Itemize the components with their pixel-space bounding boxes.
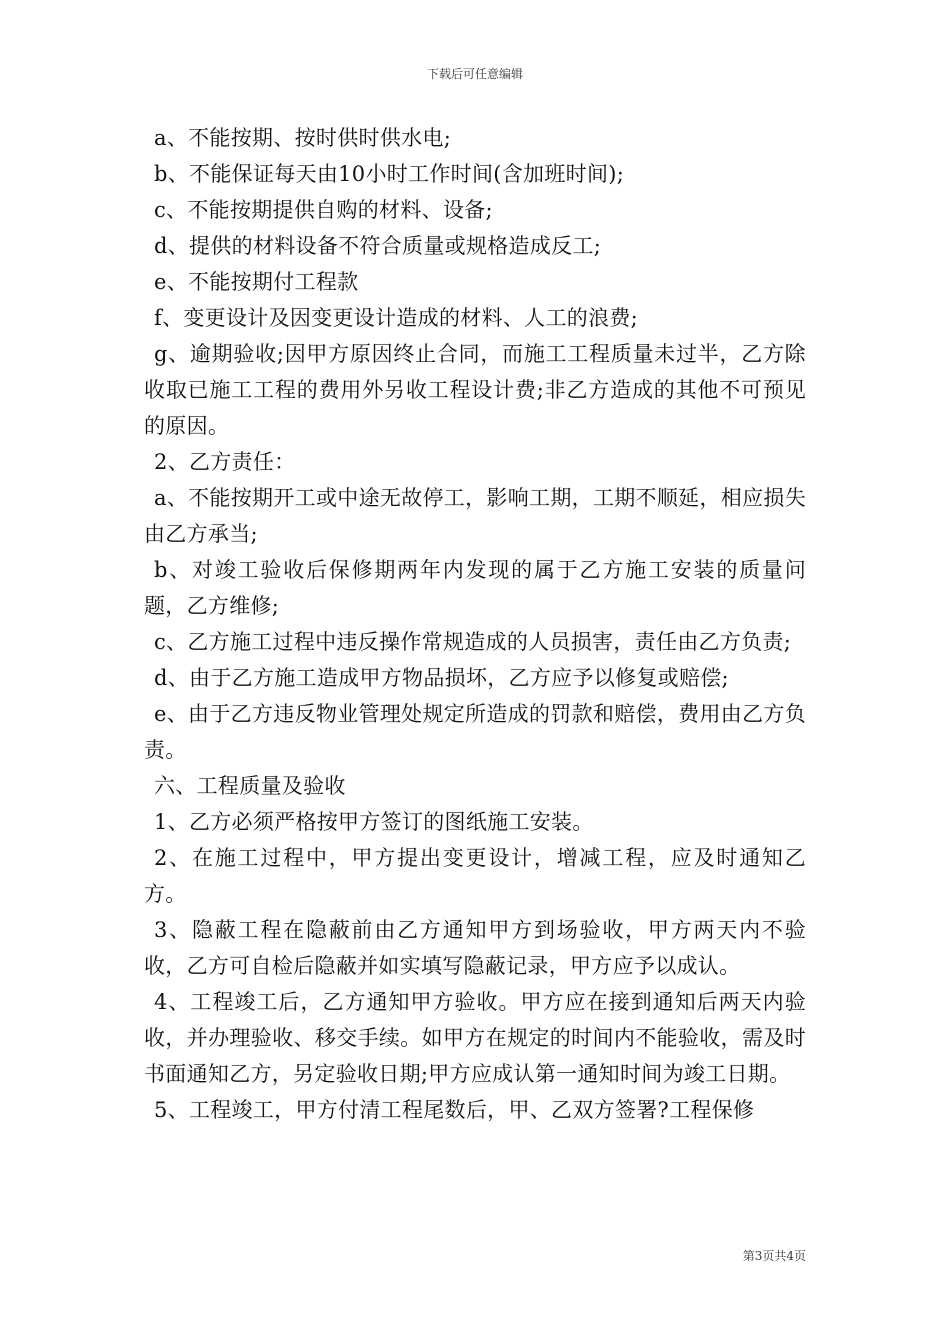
paragraph-f-design-change: f、变更设计及因变更设计造成的材料、人工的浪费; xyxy=(154,306,639,330)
paragraph-quality-2: 2、在施工过程中，甲方提出变更设计，增减工程，应及时通知乙方。 xyxy=(144,846,806,906)
paragraph-b-work-hours: b、不能保证每天由10小时工作时间(含加班时间); xyxy=(154,162,625,186)
paragraph-quality-4: 4、工程竣工后，乙方通知甲方验收。甲方应在接到通知后两天内验收，并办理验收、移交手续。如甲方在规定的时间内不能验收，需及时书面通知乙方，另定验收日期;甲方应成认第一通知时间为竣工日期。 xyxy=(144,990,806,1086)
paragraph-quality-5: 5、工程竣工，甲方付清工程尾数后，甲、乙双方签署?工程保修 xyxy=(154,1098,755,1122)
section-quality-acceptance: 六、工程质量及验收 xyxy=(154,774,346,798)
paragraph-quality-3: 3、隐蔽工程在隐蔽前由乙方通知甲方到场验收，甲方两天内不验收，乙方可自检后隐蔽并如实填写隐蔽记录，甲方应予以成认。 xyxy=(144,918,806,978)
paragraph-b-b-warranty: b、对竣工验收后保修期两年内发现的属于乙方施工安装的质量问题，乙方维修; xyxy=(144,558,806,618)
paragraph-g-overdue: g、逾期验收;因甲方原因终止合同，而施工工程质量未过半，乙方除收取已施工工程的费用外另收工程设计费;非乙方造成的其他不可预见的原因。 xyxy=(144,342,806,438)
paragraph-e-payment: e、不能按期付工程款 xyxy=(154,270,359,294)
document-body xyxy=(144,120,806,1128)
paragraph-d-rework: d、提供的材料设备不符合质量或规格造成反工; xyxy=(154,234,602,258)
paragraph-c-materials: c、不能按期提供自购的材料、设备; xyxy=(154,198,493,222)
paragraph-b-e-fines: e、由于乙方违反物业管理处规定所造成的罚款和赔偿，费用由乙方负责。 xyxy=(144,702,806,762)
paragraph-quality-1: 1、乙方必须严格按甲方签订的图纸施工安装。 xyxy=(154,810,594,834)
paragraph-b-c-injury: c、乙方施工过程中违反操作常规造成的人员损害，责任由乙方负责; xyxy=(154,630,792,654)
paragraph-b-a-delay: a、不能按期开工或中途无故停工，影响工期，工期不顺延，相应损失由乙方承当; xyxy=(144,486,806,546)
page-number: 第3页共4页 xyxy=(742,1249,806,1263)
page-header: 下载后可任意编辑 xyxy=(426,67,523,81)
paragraph-b-d-damage: d、由于乙方施工造成甲方物品损坏，乙方应予以修复或赔偿; xyxy=(154,666,729,690)
paragraph-a-water-power: a、不能按期、按时供时供水电; xyxy=(154,126,452,150)
section-party-b-responsibility: 2、乙方责任： xyxy=(154,450,296,474)
